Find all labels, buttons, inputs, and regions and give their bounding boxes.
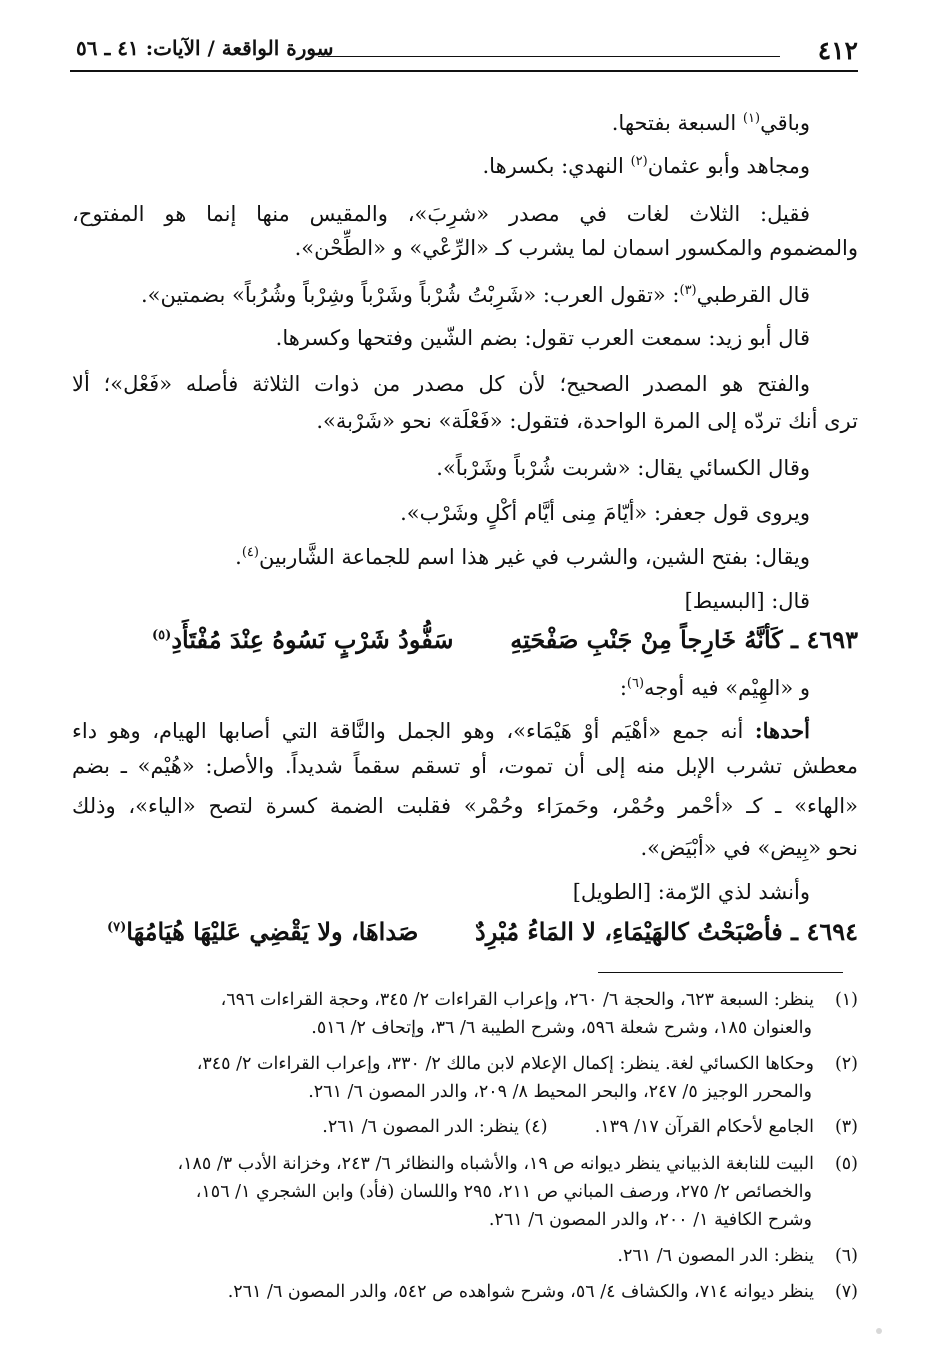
footnote-ref[interactable]: (٤) <box>241 545 259 560</box>
footnote-2-cont: والمحرر الوجيز ٥/ ٢٤٧، والبحر المحيط ٨/ ٢٠٩، والدر المصون ٦/ ٢٦١. <box>308 1082 812 1102</box>
body-line: فقيل: الثلاث لغات في مصدر «شرِبَ»، والمقيس منها إنما هو المفتوح، <box>72 202 810 226</box>
footnote-1: (١)ينظر: السبعة ٦٢٣، والحجة ٦/ ٢٦٠، وإعراب القراءات ٢/ ٣٤٥، وحجة القراءات ٦٩٦، <box>220 990 858 1010</box>
footnote-1-cont: والعنوان ١٨٥، وشرح شعلة ٥٩٦، وشرح الطيبة ٦/ ٣٦، وإتحاف ٢/ ٥١٦. <box>311 1018 812 1038</box>
body-line: نحو «بِيض» في «أبْيَض». <box>640 836 858 860</box>
footnote-ref[interactable]: (٢) <box>630 154 648 169</box>
footnote-ref[interactable]: (٥) <box>152 628 172 643</box>
verse-hemistich-second: سَفُّودُ شَرْبٍ نَسُوهُ عِنْدَ مُفْتَأَدِ <box>171 625 454 654</box>
verse-number: ٤٦٩٤ ـ <box>791 917 858 946</box>
verse-line <box>72 918 858 946</box>
verse-line <box>72 626 858 654</box>
scan-speck <box>876 1328 882 1334</box>
footnote-5-cont: وشرح الكافية ١/ ٢٠٠، والدر المصون ٦/ ٢٦١. <box>488 1210 812 1230</box>
verse-hemistich-first: كَأنَّهُ خَارِجاً مِنْ جَنْبِ صَفْحَتِهِ <box>510 625 783 654</box>
header-rule <box>70 70 858 72</box>
body-line: والمضموم والمكسور اسمان لما يشرب كـ «الرِّعْي» و «الطِّحْن». <box>294 236 858 260</box>
body-line: وباقي$^{(١)}$ السبعة بفتحها. <box>611 111 810 135</box>
footnote-7: (٧)ينظر ديوانه ٧١٤، والكشاف ٤/ ٥٦، وشرح شواهده ص ٥٤٢، والدر المصون ٦/ ٢٦١. <box>227 1282 858 1302</box>
running-title: سورة الواقعة / الآيات: ٤١ ـ ٥٦ <box>76 36 334 60</box>
header-dash-line <box>318 56 780 57</box>
body-line: والفتح هو المصدر الصحيح؛ لأن كل مصدر من ذوات الثلاثة فأصله «فَعْل»؛ ألا <box>72 372 810 396</box>
footnote-ref[interactable]: (١) <box>742 111 761 126</box>
body-line: «الهاء» ـ كـ «أحْمر وحُمْر، وحَمرَاء وحُمْر» فقلبت الضمة كسرة لتصح «الياء»، وذلك <box>72 794 858 818</box>
body-line: أحدها: أنه جمع «أهْيَم أوْ هَيْمَاء»، وهو الجمل والنَّاقة التي أصابها الهيام، وهو داء <box>72 718 810 743</box>
body-line: ويروى قول جعفر: «أيّامَ مِنى أيَّام أكْلٍ وشَرْب». <box>400 501 810 525</box>
body-line: ومجاهد وأبو عثمان$^{(٢)}$ النهدي: بكسرها. <box>482 154 810 178</box>
footnote-ref[interactable]: (٧) <box>107 920 127 935</box>
footnote-3-4: (٣)الجامع لأحكام القرآن ١٧/ ١٣٩. (٤) ينظر: الدر المصون ٦/ ٢٦١. <box>322 1117 858 1137</box>
footnote-ref[interactable]: (٣) <box>679 283 697 298</box>
footnote-5-cont: والخصائص ٢/ ٢٧٥، ورصف المباني ص ٢١١، ٢٩٥ واللسان (فأد) وابن الشجري ١/ ١٥٦، <box>195 1182 812 1202</box>
body-line: قال القرطبي$^{(٣)}$: «تقول العرب: «شَرِبْتُ شُرْباً وشَرْباً وشِرْباً وشُرُباً» بضمتين». <box>140 283 810 307</box>
footnote-separator <box>598 972 843 973</box>
footnote-5: (٥)البيت للنابغة الذبياني ينظر ديوانه ص ١٩، والأشباه والنظائر ٦/ ٢٤٣، وخزانة الأدب ٣/ ١٨٥، <box>177 1154 858 1174</box>
body-line: قال أبو زيد: سمعت العرب تقول: بضم الشّين وفتحها وكسرها. <box>275 326 810 350</box>
footnote-2: (٢)وحكاها الكسائي لغة. ينظر: إكمال الإعلام لابن مالك ٢/ ٣٣٠، وإعراب القراءات ٢/ ٣٤٥، <box>196 1054 858 1074</box>
body-line: معطش تشرب الإبل منه إلى أن تموت، أو تسقم سقماً شديداً. والأصل: «هُيْم» ـ بضم <box>72 754 858 778</box>
body-line: وأنشد لذي الرّمة: [الطويل] <box>572 880 810 904</box>
page-number: ٤١٢ <box>817 36 858 65</box>
body-line: وقال الكسائي يقال: «شربت شُرْباً وشَرْباً». <box>436 456 810 480</box>
body-line: ترى أنك تردّه إلى المرة الواحدة، فتقول: «فَعْلَة» نحو «شَرْبة». <box>316 409 858 433</box>
body-line: ويقال: بفتح الشين، والشرب في غير هذا اسم للجماعة الشَّاربين$^{(٤)}$. <box>235 545 810 569</box>
verse-number: ٤٦٩٣ ـ <box>791 625 858 654</box>
body-line: و «الهِيْم» فيه أوجه$^{(٦)}$: <box>619 676 810 700</box>
footnote-ref[interactable]: (٦) <box>626 676 645 691</box>
verse-hemistich-second: صَداهَا، ولا يَقْضِي عَليْهَا هُيَامُهَا <box>126 917 419 946</box>
verse-hemistich-first: فأصْبَحْتُ كالهَيْمَاءِ، لا المَاءُ مُبْرِدٌ <box>475 917 783 946</box>
footnote-6: (٦)ينظر: الدر المصون ٦/ ٢٦١. <box>617 1246 858 1266</box>
body-line: قال: [البسيط] <box>684 589 810 613</box>
